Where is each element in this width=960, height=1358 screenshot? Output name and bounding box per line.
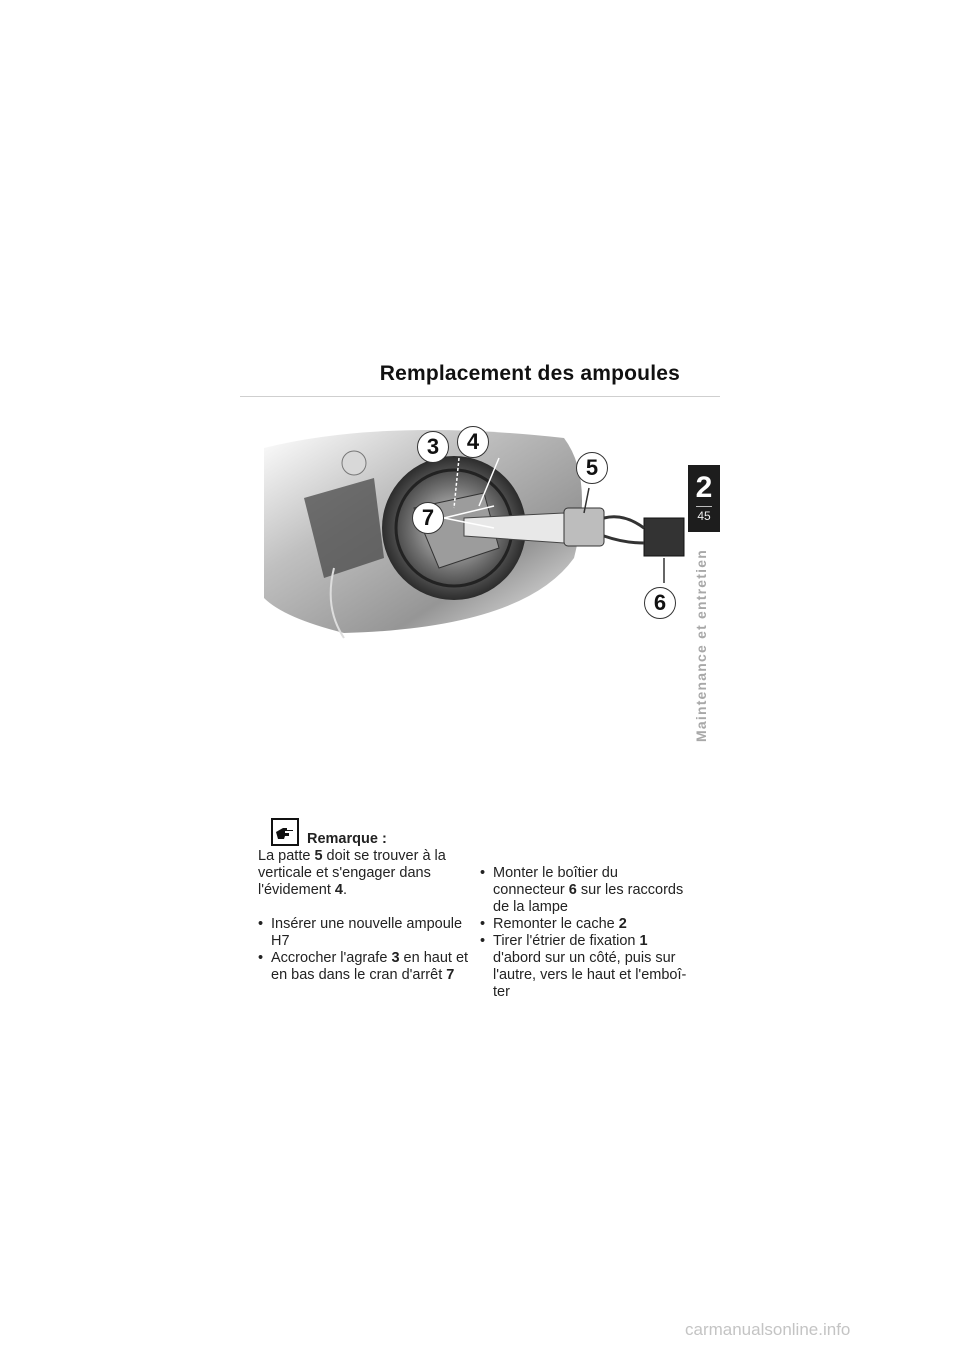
note-block (258, 818, 468, 846)
list-item: • Accrocher l'agrafe 3 en haut et en bas dans le cran d'arrêt 7 (258, 950, 470, 984)
page-number: 45 (697, 509, 711, 523)
chapter-number: 2 (695, 471, 713, 504)
title-divider (240, 396, 720, 397)
callout-6: 6 (644, 587, 676, 619)
watermark: carmanualsonline.info (685, 1320, 851, 1339)
chapter-divider (696, 506, 712, 507)
list-item: • Remonter le cache 2 (480, 916, 690, 933)
left-column (258, 848, 470, 984)
callout-5: 5 (576, 452, 608, 484)
list-item: • Tirer l'étrier de fixation 1 d'abord sur un côté, puis sur l'autre, vers le haut et l'emboî-ter (480, 933, 690, 1001)
section-label: Maintenance et entretien (693, 549, 709, 742)
list-item: • Insérer une nouvelle ampoule H7 (258, 916, 470, 950)
note-hand-icon (271, 818, 299, 846)
page-title: Remplacement des ampoules (379, 362, 680, 385)
note-title: Remarque : (307, 831, 387, 847)
callout-7: 7 (412, 502, 444, 534)
right-column (480, 865, 690, 1001)
headlight-figure (264, 418, 694, 640)
callout-3: 3 (417, 431, 449, 463)
list-item: • Monter le boîtier du connecteur 6 sur les raccords de la lampe (480, 865, 690, 916)
note-text: La patte 5 doit se trouver à la verticale et s'engager dans l'évidement 4. (258, 848, 446, 898)
callout-4: 4 (457, 426, 489, 458)
